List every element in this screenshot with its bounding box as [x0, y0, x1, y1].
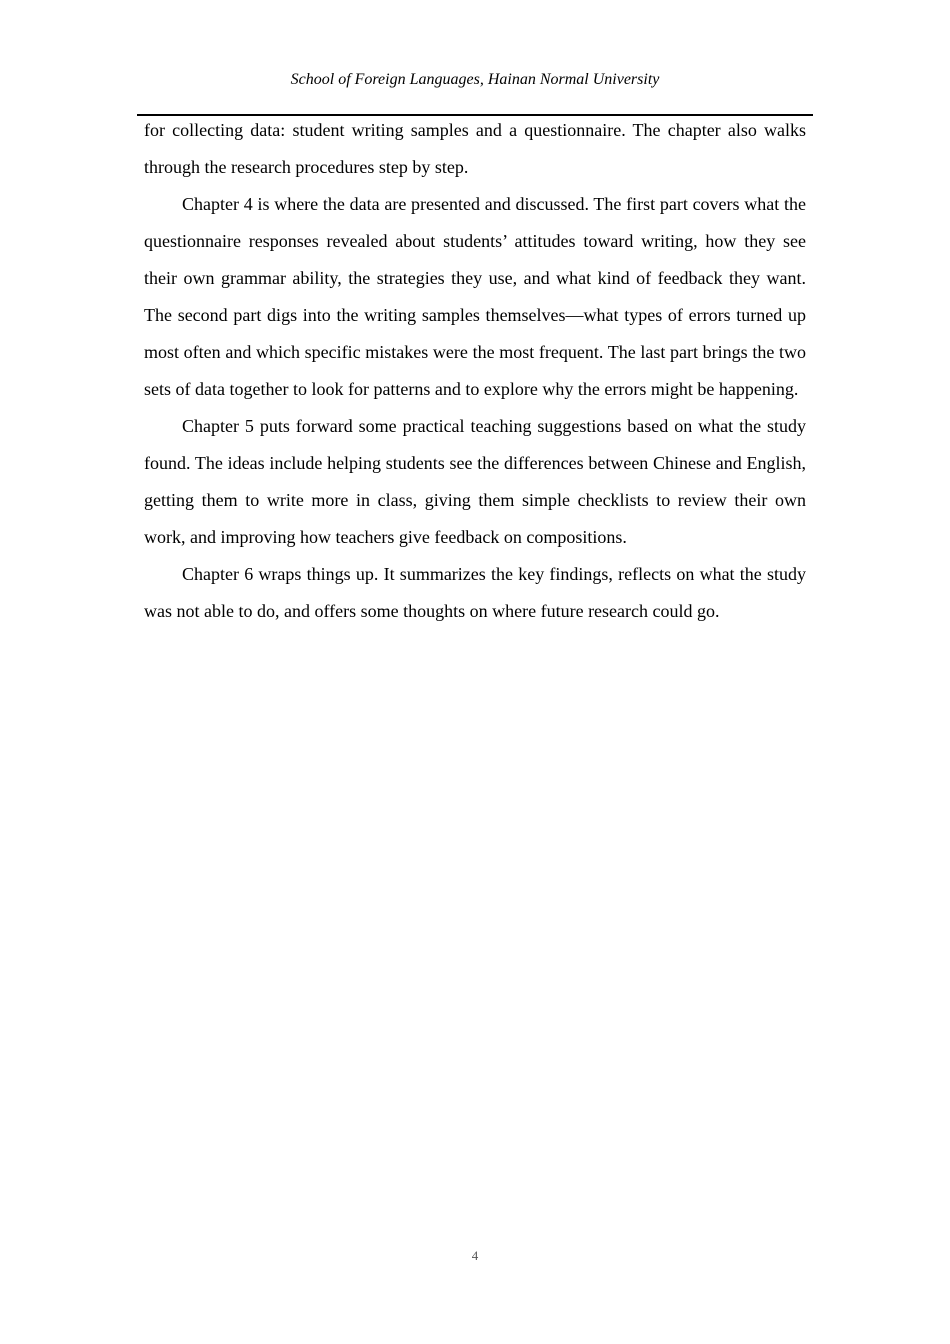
paragraph-chapter-6: Chapter 6 wraps things up. It summarizes the key findings, reflects on what the study was not able to do, and offers some thoughts on where future research could go. — [144, 564, 806, 621]
paragraph-chapter-4: Chapter 4 is where the data are presented and discussed. The first part covers what the questionnaire responses revealed about students’ attitudes toward writing, how they see their own grammar ability, the strategies they use, and what kind of feedback they want. The second part digs into the writing samples themselves—what types of errors turned up most often and which specific mistakes were the most frequent. The last part brings the two sets of data together to look for patterns and to explore why the errors might be happening. — [144, 194, 806, 399]
paragraph-continuation: for collecting data: student writing samples and a questionnaire. The chapter also walks through the research procedures step by step. — [144, 120, 806, 177]
paragraph-chapter-5: Chapter 5 puts forward some practical teaching suggestions based on what the study found. The ideas include helping students see the differences between Chinese and English, getting them to write more in class, giving them simple checklists to review their own work, and improving how teachers give feedback on compositions. — [144, 416, 806, 547]
running-header-title: School of Foreign Languages, Hainan Normal University — [290, 71, 660, 88]
page-number: 4 — [471, 1248, 479, 1263]
body-text — [144, 112, 806, 630]
